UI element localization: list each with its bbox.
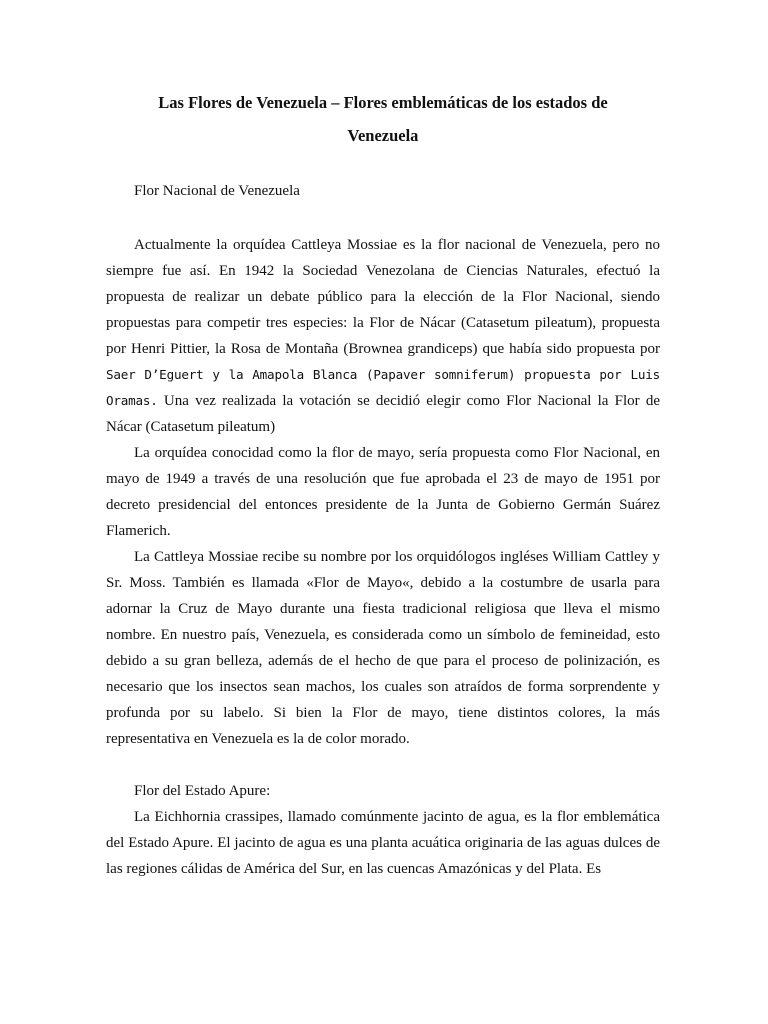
paragraph-4: La Eichhornia crassipes, llamado comúnmente jacinto de agua, es la flor emblemática del Estado Apure. El jacinto de agua es una planta acuática originaria de las aguas dulces de las regiones cálidas de América del Sur, en las cuencas Amazónicas y del Plata. Es: [106, 809, 660, 877]
title-line-2: Venezuela: [347, 126, 419, 145]
title-line-1: Las Flores de Venezuela – Flores emblemáticas de los estados de: [158, 93, 608, 112]
paragraph-2: La orquídea conocidad como la flor de mayo, sería propuesta como Flor Nacional, en mayo de 1949 a través de una resolución que fue aprobada el 23 de mayo de 1951 por decreto presidencial del entonces presidente de la Junta de Gobierno Germán Suárez Flamerich.: [106, 445, 660, 539]
paragraph-1-text-b: Una vez realizada la votación se decidió elegir como Flor Nacional la Flor de Nácar (Catasetum pileatum): [106, 393, 661, 435]
spacer: [106, 204, 660, 232]
section-heading-apure: Flor del Estado Apure:: [134, 783, 271, 799]
paragraph-1-mono-run: Saer D’Eguert y la Amapola Blanca (Papaver somniferum) propuesta por Luis Oramas.: [106, 367, 660, 408]
spacer: [106, 752, 660, 778]
paragraph-1-text-a: Actualmente la orquídea Cattleya Mossiae es la flor nacional de Venezuela, pero no siempre fue así. En 1942 la Sociedad Venezolana de Ciencias Naturales, efectuó la propuesta de realizar un debate público para la elección de la Flor Nacional, siendo propuestas para competir tres especies: la Flor de Nácar (Catasetum pileatum), propuesta por Henri Pittier, la Rosa de Montaña (Brownea grandiceps) que había sido propuesta por: [106, 237, 660, 357]
paragraph-1: [106, 232, 660, 440]
spacer: [106, 152, 660, 178]
document-title: [106, 86, 660, 152]
section-heading-national-flower: Flor Nacional de Venezuela: [134, 183, 300, 199]
paragraph-3: La Cattleya Mossiae recibe su nombre por los orquidólogos ingléses William Cattley y Sr. Moss. También es llamada «Flor de Mayo«, debido a la costumbre de usarla para adornar la Cruz de Mayo durante una fiesta tradicional religiosa que lleva el mismo nombre. En nuestro país, Venezuela, es considerada como un símbolo de femineidad, esto debido a su gran belleza, además de el hecho de que para el proceso de polinización, es necesario que los insectos sean machos, los cuales son atraídos de forma sorprendente y profunda por su labelo. Si bien la Flor de mayo, tiene distintos colores, la más representativa en Venezuela es la de color morado.: [106, 549, 660, 747]
